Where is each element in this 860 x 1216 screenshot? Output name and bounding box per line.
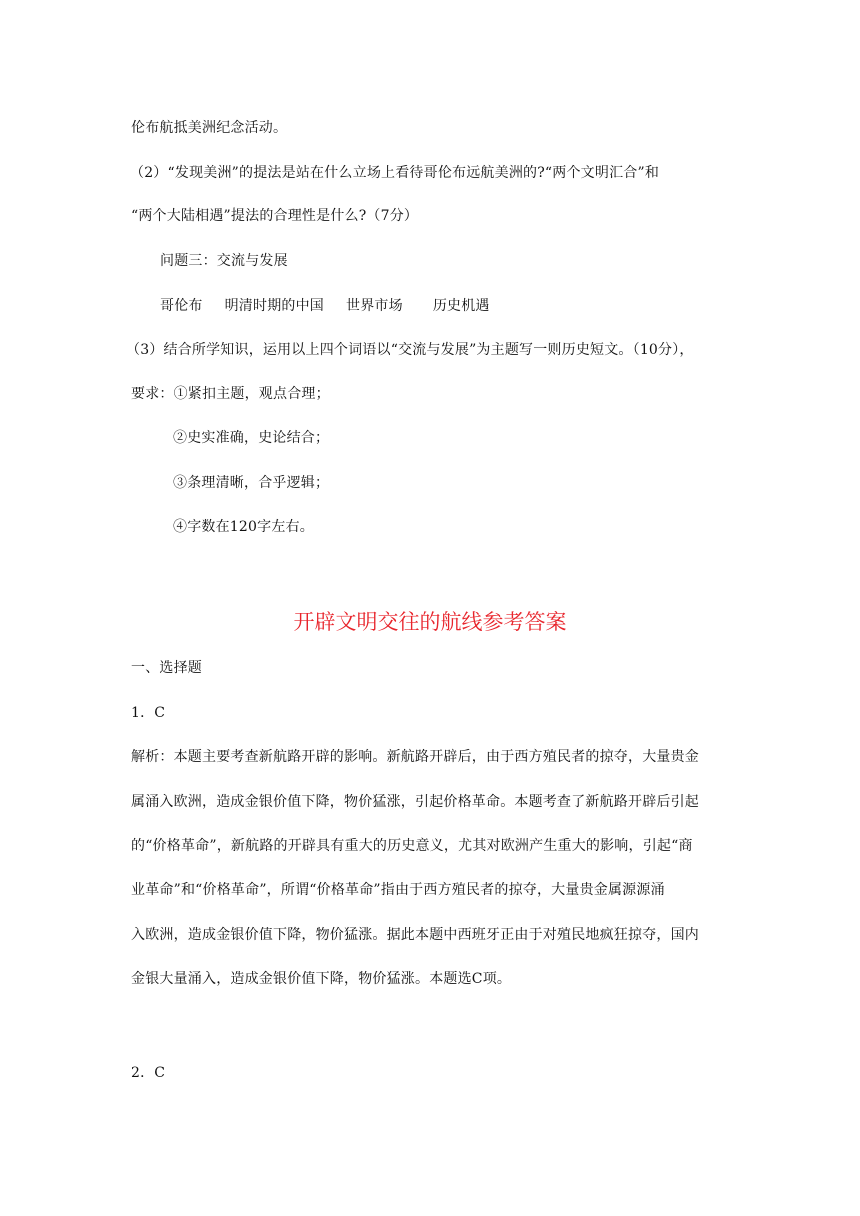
requirement-1: 要求：①紧扣主题，观点合理； (131, 386, 330, 402)
question-2-line-1: （2）“发现美洲”的提法是站在什么立场上看待哥伦布远航美洲的?“两个文明汇合”和 (130, 165, 660, 181)
analysis-line: 业革命”和“价格革命”，所谓“价格革命”指由于西方殖民者的掠夺，大量贵金属源源涌 (131, 882, 665, 898)
keyword: 明清时期的中国 (224, 298, 325, 314)
requirements-intro: 要求： (131, 386, 174, 402)
requirement-4: ④字数在120字左右。 (173, 519, 314, 535)
answer-title: 开辟文明交往的航线参考答案 (293, 610, 567, 634)
question-3-line-1: （3）结合所学知识，运用以上四个词语以“交流与发展”为主题写一则历史短文。（10分）， (126, 342, 694, 358)
answer-2-label: 2．C (131, 1065, 166, 1081)
analysis-line: 属涌入欧洲，造成金银价值下降，物价猛涨，引起价格革命。本题考查了新航路开辟后引起 (131, 794, 699, 810)
analysis-line: 解析：本题主要考查新航路开辟的影响。新航路开辟后，由于西方殖民者的掠夺，大量贵金 (131, 749, 699, 765)
section-heading: 一、选择题 (131, 660, 202, 676)
keyword: 世界市场 (346, 298, 403, 314)
requirement-2: ②史实准确，史论结合； (173, 430, 330, 446)
question-1-tail: 伦布航抵美洲纪念活动。 (131, 120, 288, 136)
requirement-3: ③条理清晰，合乎逻辑； (173, 475, 330, 491)
keywords-row (160, 297, 490, 315)
answer-1-label: 1．C (131, 705, 166, 721)
analysis-line: 的“价格革命”，新航路的开辟具有重大的历史意义，尤其对欧洲产生重大的影响，引起“商 (131, 838, 693, 854)
topic-3-heading: 问题三：交流与发展 (160, 253, 288, 269)
analysis-line: 金银大量涌入，造成金银价值下降，物价猛涨。本题选C项。 (131, 971, 512, 987)
question-2-line-2: “两个大陆相遇”提法的合理性是什么?（7分） (131, 208, 419, 224)
keyword: 历史机遇 (432, 298, 490, 314)
keyword: 哥伦布 (160, 298, 203, 314)
analysis-line: 入欧洲，造成金银价值下降，物价猛涨。据此本题中西班牙正由于对殖民地疯狂掠夺，国内 (131, 927, 699, 943)
